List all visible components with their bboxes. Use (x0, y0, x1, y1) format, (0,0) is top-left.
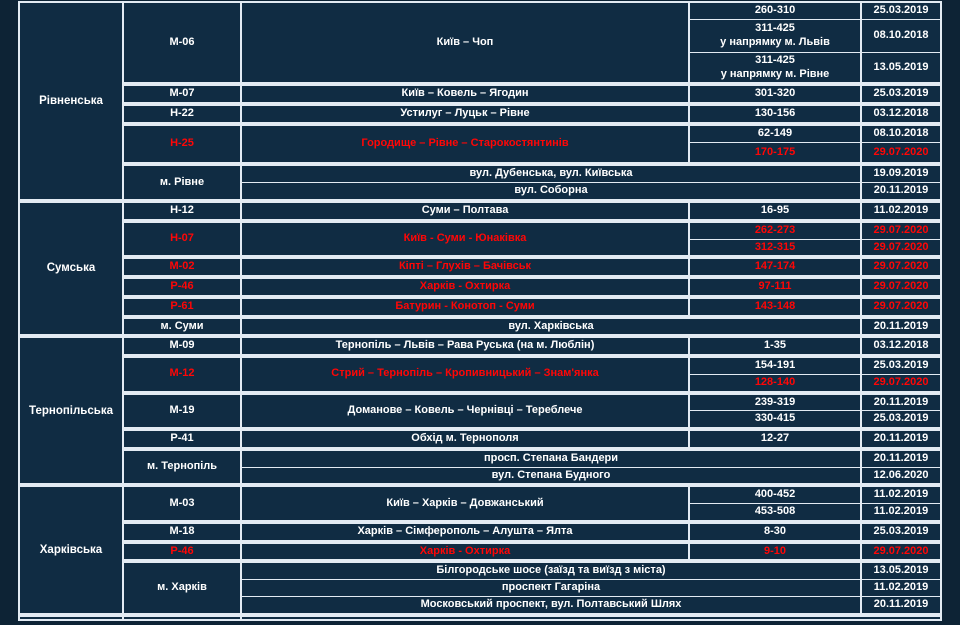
table-row (19, 164, 941, 183)
km-range-cell: 128-140 (689, 374, 861, 392)
date-cell: 25.03.2019 (861, 411, 941, 429)
date-cell: 11.02.2019 (861, 485, 941, 503)
road-code-cell: Н-07 (123, 221, 241, 258)
street-name-cell: Білгородське шосе (заїзд та виїзд з міста) (241, 561, 861, 579)
table-row (19, 104, 941, 124)
km-range-cell (689, 19, 861, 52)
date-cell: 25.03.2019 (861, 2, 941, 19)
road-name-cell: Доманове – Ковель – Чернівці – Тереблече (241, 393, 689, 430)
road-code-cell: М-02 (123, 257, 241, 277)
km-range-cell: 97-111 (689, 277, 861, 297)
km-range-cell: 453-508 (689, 504, 861, 522)
km-range-cell: 147-174 (689, 257, 861, 277)
date-cell: 20.11.2019 (861, 596, 941, 614)
road-name-cell: Устилуг – Луцьк – Рівне (241, 104, 689, 124)
km-range-cell: 1-35 (689, 336, 861, 356)
date-cell: 11.02.2019 (861, 504, 941, 522)
table-row (19, 561, 941, 579)
road-name-cell: Харків - Охтирка (241, 277, 689, 297)
date-cell: 25.03.2019 (861, 84, 941, 104)
road-name-cell: Суми – Полтава (241, 201, 689, 221)
road-code-cell: Н-12 (123, 201, 241, 221)
km-range-cell: 154-191 (689, 356, 861, 374)
date-cell: 29.07.2020 (861, 257, 941, 277)
road-name-cell: Стрий – Тернопіль – Кропивницький – Знам'янка (241, 356, 689, 393)
road-name-cell: Київ – Чоп (241, 2, 689, 84)
road-code-cell: Р-61 (123, 297, 241, 317)
region-cell: Харківська (19, 485, 123, 614)
road-name-cell: Київ – Харків – Довжанський (241, 485, 689, 522)
table-row (19, 356, 941, 374)
road-name-cell: Київ - Суми - Юнаківка (241, 221, 689, 258)
road-repairs-table (18, 1, 942, 621)
date-cell: 13.05.2019 (861, 52, 941, 84)
direction-note: у напрямку м. Рівне (720, 67, 830, 80)
road-code-cell: Р-46 (123, 277, 241, 297)
km-range-cell: 8-30 (689, 522, 861, 542)
date-cell: 29.07.2020 (861, 277, 941, 297)
road-code-cell: М-19 (123, 393, 241, 430)
road-name-cell: Харків – Сімферополь – Алушта – Ялта (241, 522, 689, 542)
date-cell: 11.02.2019 (861, 201, 941, 221)
table-row (19, 2, 941, 19)
table-wrapper (18, 1, 942, 621)
date-cell: 25.03.2019 (861, 356, 941, 374)
km-range-cell: 239-319 (689, 393, 861, 411)
date-cell: 29.07.2020 (861, 374, 941, 392)
date-cell: 03.12.2018 (861, 104, 941, 124)
street-name-cell: Московський проспект, вул. Полтавський Шлях (241, 596, 861, 614)
date-cell: 03.12.2018 (861, 336, 941, 356)
region-cell (19, 615, 123, 620)
road-name-cell: Тернопіль – Львів – Рава Руська (на м. Люблін) (241, 336, 689, 356)
table-row (19, 542, 941, 562)
region-cell: Тернопільська (19, 336, 123, 485)
date-cell: 29.07.2020 (861, 297, 941, 317)
km-range-cell: 130-156 (689, 104, 861, 124)
date-cell: 20.11.2019 (861, 429, 941, 449)
km-range-cell: 260-310 (689, 2, 861, 19)
road-code-cell: Р-46 (123, 542, 241, 562)
km-range-cell: 262-273 (689, 221, 861, 239)
city-code-cell: м. Тернопіль (123, 449, 241, 486)
street-name-cell: вул. Соборна (241, 183, 861, 201)
date-cell: 20.11.2019 (861, 317, 941, 337)
table-row (19, 84, 941, 104)
table-row (19, 485, 941, 503)
table-row (19, 429, 941, 449)
road-code-cell: Р-41 (123, 429, 241, 449)
table-row (19, 393, 941, 411)
road-code-cell (123, 615, 241, 620)
road-code-cell: Н-25 (123, 124, 241, 164)
road-code-cell: М-06 (123, 2, 241, 84)
road-code-cell: М-07 (123, 84, 241, 104)
km-range-cell: 330-415 (689, 411, 861, 429)
date-cell: 19.09.2019 (861, 164, 941, 183)
table-row (19, 124, 941, 143)
table-row (19, 221, 941, 239)
road-name-cell (241, 615, 941, 620)
road-code-cell: М-18 (123, 522, 241, 542)
road-code-cell: М-09 (123, 336, 241, 356)
city-code-cell: м. Суми (123, 317, 241, 337)
table-row (19, 277, 941, 297)
region-cell: Сумська (19, 201, 123, 336)
table-row (19, 201, 941, 221)
direction-note: у напрямку м. Львів (720, 35, 830, 48)
km-range-cell: 400-452 (689, 485, 861, 503)
table-row (19, 317, 941, 337)
table-row (19, 297, 941, 317)
km-range-cell: 170-175 (689, 143, 861, 164)
km-range-cell: 301-320 (689, 84, 861, 104)
road-code-cell: Н-22 (123, 104, 241, 124)
date-cell: 20.11.2019 (861, 183, 941, 201)
km-range-cell: 9-10 (689, 542, 861, 562)
street-name-cell: проспект Гагаріна (241, 580, 861, 597)
date-cell: 29.07.2020 (861, 143, 941, 164)
city-code-cell: м. Рівне (123, 164, 241, 201)
date-cell: 29.07.2020 (861, 542, 941, 562)
table-row (19, 336, 941, 356)
region-cell: Рівненська (19, 2, 123, 201)
km-range-cell: 62-149 (689, 124, 861, 143)
road-name-cell: Городище – Рівне – Старокостянтинів (241, 124, 689, 164)
km-range-cell: 12-27 (689, 429, 861, 449)
city-code-cell: м. Харків (123, 561, 241, 614)
road-name-cell: Батурин - Конотоп - Суми (241, 297, 689, 317)
partial-row (19, 615, 941, 620)
km-range-cell (689, 52, 861, 84)
table-row (19, 257, 941, 277)
street-name-cell: вул. Степана Будного (241, 467, 861, 485)
road-name-cell: Київ – Ковель – Ягодин (241, 84, 689, 104)
date-cell: 12.06.2020 (861, 467, 941, 485)
km-range-cell: 16-95 (689, 201, 861, 221)
km-range-cell: 312-315 (689, 239, 861, 257)
table-row (19, 522, 941, 542)
km-range: 311-425 (755, 53, 795, 66)
date-cell: 08.10.2018 (861, 19, 941, 52)
road-code-cell: М-03 (123, 485, 241, 522)
street-name-cell: просп. Степана Бандери (241, 449, 861, 467)
date-cell: 08.10.2018 (861, 124, 941, 143)
date-cell: 20.11.2019 (861, 393, 941, 411)
date-cell: 11.02.2019 (861, 580, 941, 597)
km-range-cell: 143-148 (689, 297, 861, 317)
road-code-cell: М-12 (123, 356, 241, 393)
road-name-cell: Харків - Охтирка (241, 542, 689, 562)
road-name-cell: Кіпті – Глухів – Бачівськ (241, 257, 689, 277)
km-range: 311-425 (755, 22, 795, 34)
date-cell: 25.03.2019 (861, 522, 941, 542)
date-cell: 29.07.2020 (861, 239, 941, 257)
road-name-cell: Обхід м. Тернополя (241, 429, 689, 449)
street-name-cell: вул. Дубенська, вул. Київська (241, 164, 861, 183)
street-name-cell: вул. Харківська (241, 317, 861, 337)
date-cell: 13.05.2019 (861, 561, 941, 579)
table-row (19, 449, 941, 467)
date-cell: 29.07.2020 (861, 221, 941, 239)
date-cell: 20.11.2019 (861, 449, 941, 467)
